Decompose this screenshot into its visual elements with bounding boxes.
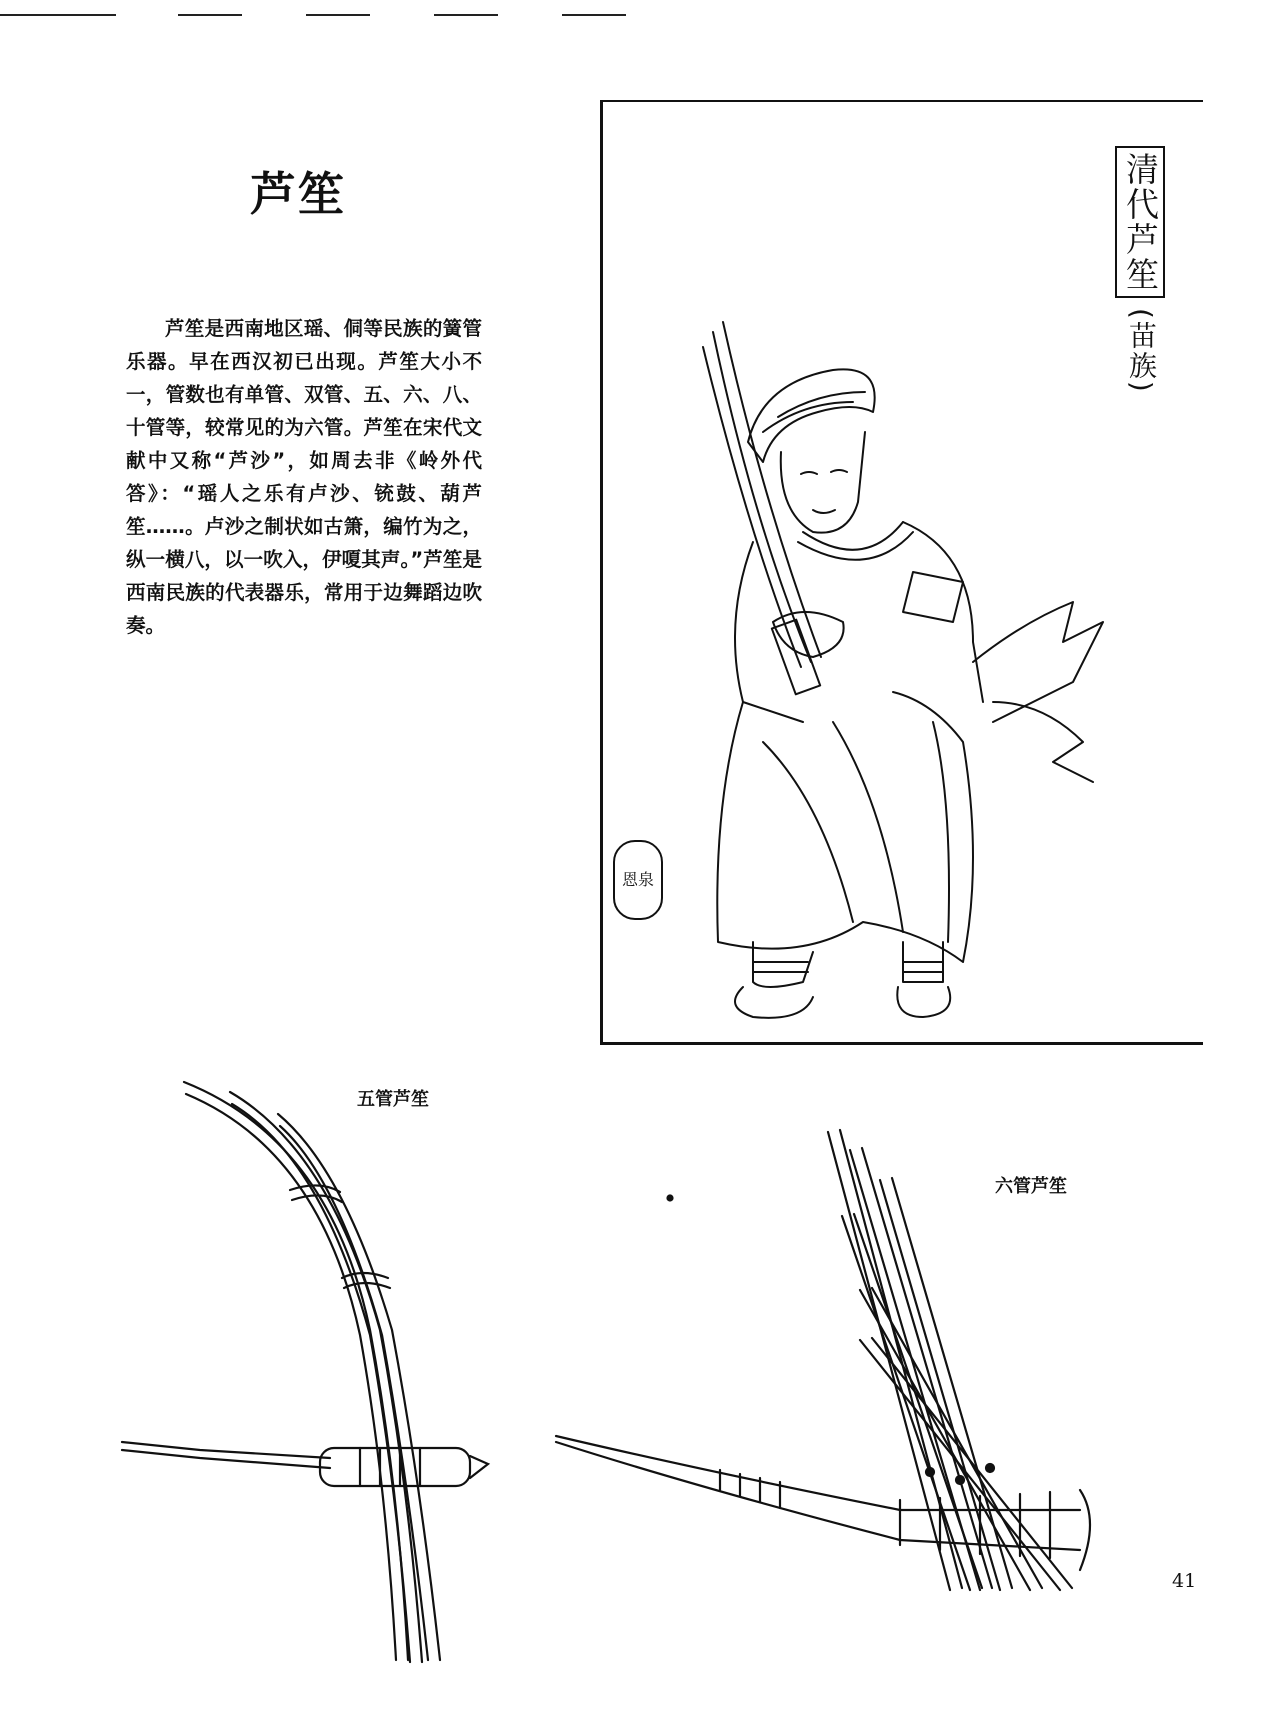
- top-rule: [306, 14, 370, 16]
- plate-subtitle: (苗族): [1125, 308, 1158, 394]
- illustration-plate: [600, 100, 1203, 1045]
- six-pipe-lusheng-drawing: [556, 1130, 1090, 1590]
- top-rule: [0, 14, 116, 16]
- caption-six-pipe: 六管芦笙: [995, 1176, 1067, 1197]
- top-rule: [434, 14, 498, 16]
- plate-title: 清代芦笙: [1115, 146, 1165, 298]
- artist-seal: 恩泉: [613, 840, 663, 920]
- page-title: 芦笙: [250, 167, 346, 221]
- page-number: 41: [1172, 1570, 1197, 1592]
- top-rule: [562, 14, 626, 16]
- musician-illustration: [603, 102, 1203, 1042]
- top-rule: [178, 14, 242, 16]
- instrument-drawings: [0, 1040, 1272, 1700]
- body-paragraph: 芦笙是西南地区瑶、侗等民族的簧管乐器。早在西汉初已出现。芦笙大小不一，管数也有单管、双管、五、六、八、十管等，较常见的为六管。芦笙在宋代文献中又称“芦沙”，如周去非《岭外代答》：“瑶人之乐有卢沙、铳鼓、葫芦笙……。卢沙之制状如古箫，编竹为之，纵一横八，以一吹入，伊嗄其声。”芦笙是西南民族的代表器乐，常用于边舞蹈边吹奏。: [126, 317, 482, 637]
- caption-five-pipe: 五管芦笙: [357, 1089, 429, 1110]
- five-pipe-lusheng-drawing: [122, 1082, 488, 1662]
